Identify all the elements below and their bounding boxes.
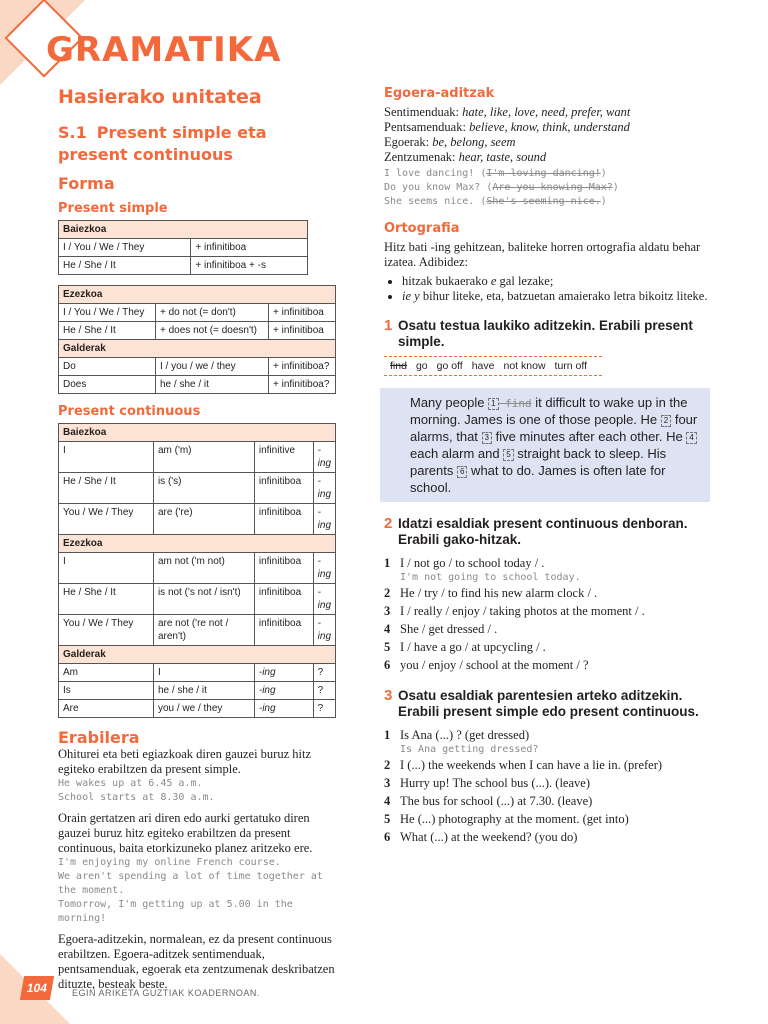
table-cell: -ing [313,504,335,535]
egoera-verbs: hate, like, love, need, prefer, want [462,105,631,119]
table-cell: infinitiboa [254,584,313,615]
list-item: • hitzak bukaerako e gal lezake; [402,274,712,289]
table-cell: Are [59,700,154,718]
answer-example: I'm not going to school today. [400,572,581,583]
example-sentence: Tomorrow, I'm getting up at 5.00 in the morning! [58,899,293,924]
exercise-2-instruction: 2 Idatzi esaldiak present continuous denboran. Erabili gako-hitzak. [384,515,688,547]
table-cell: he / she / it [156,376,269,394]
exercise-3-instruction: 3 Osatu esaldiak parentesien arteko aditzekin. Erabili present simple edo present continuous. [384,687,699,719]
present-continuous-table [58,423,336,718]
table-row [59,376,336,394]
forma-heading: Forma [58,174,115,193]
table-cell: -ing [313,442,335,473]
section-number: S.1 [58,123,87,142]
table-cell: am not ('m not) [153,553,254,584]
example-sentence: He wakes up at 6.45 a.m. [58,778,203,789]
gap-box[interactable]: 3 [482,432,492,444]
list-item: 2 I (...) the weekends when I can have a lie in. (prefer) [384,758,663,772]
table-cell: infinitiboa [254,504,313,535]
exercise-3-list [384,726,712,846]
example-sentence: School starts at 8.30 a.m. [58,792,215,803]
table-cell: is not ('s not / isn't) [153,584,254,615]
list-item: 6 you / enjoy / school at the moment / ? [384,658,589,672]
table-cell: + do not (= don't) [156,304,269,322]
erabilera-heading: Erabilera [58,728,140,747]
egoera-list [384,105,712,165]
table-cell: + infinitiboa? [269,376,336,394]
egoera-verbs: be, belong, seem [432,135,516,149]
page-number: 104 [20,976,54,1000]
table-cell: -ing [313,615,335,646]
table-cell: Am [59,664,154,682]
right-column [384,86,712,846]
egoera-label: Pentsamenduak: [384,120,466,134]
present-continuous-heading: Present continuous [58,404,201,419]
ortografia-paragraph: Hitz bati -ing gehitzean, baliteke horren ortografia aldatu behar izatea. Adibidez: [384,240,701,269]
erabilera-paragraph: Orain gertatzen ari diren edo aurki gertatuko diren gauzei buruz hitz egiteko erabiltzen da present continuous, baita etorkizuneko planez aritzeko ere. [58,811,313,855]
list-item: 3 I / really / enjoy / taking photos at the moment / . [384,604,645,618]
table-head: Ezezkoa [59,535,336,553]
table-cell: ? [313,664,335,682]
egoera-label: Sentimenduak: [384,105,459,119]
egoera-line [384,150,712,165]
table-row [59,700,336,718]
table-cell: -ing [254,700,313,718]
section-heading [58,122,336,166]
exercise-number: 1 [384,317,393,334]
table-cell: is ('s) [153,473,254,504]
table-row [59,682,336,700]
egoera-line [384,105,712,120]
list-item: 3 Hurry up! The school bus (...). (leave) [384,776,590,790]
present-simple-heading: Present simple [58,201,168,216]
list-item: • ie y bihur liteke, eta, batzuetan amaierako letra bikoitz liteke. [402,289,712,304]
example-sentence: I love dancing! (I'm loving dancing!) [384,168,607,179]
exercise-1-instruction: 1 Osatu testua laukiko aditzekin. Erabili present simple. [384,317,693,349]
table-cell: + infinitiboa [191,239,308,257]
table-cell: I / You / We / They [59,304,156,322]
egoera-verbs: believe, know, think, understand [469,120,630,134]
table-row [59,553,336,584]
table-head: Galderak [59,646,336,664]
present-simple-negative-question-table [58,285,336,394]
table-cell: infinitiboa [254,473,313,504]
word-item: turn off [554,360,588,372]
table-row [59,473,336,504]
answer-example: Is Ana getting dressed? [400,744,539,755]
gap-box[interactable]: 6 [457,466,467,478]
table-cell: are ('re) [153,504,254,535]
table-cell: ? [313,682,335,700]
table-cell: Do [59,358,156,376]
ortografia-list [384,274,712,304]
example-sentence: Do you know Max? (Are you knowing Max?) [384,182,619,193]
example-sentence: She seems nice. (She's seeming nice.) [384,196,607,207]
list-item: 5 He (...) photography at the moment. (get into) [384,812,629,826]
table-cell: + infinitiboa [269,304,336,322]
table-cell: am ('m) [153,442,254,473]
word-item: go [415,360,428,372]
table-cell: ? [313,700,335,718]
egoera-line [384,120,712,135]
list-item: 6 What (...) at the weekend? (you do) [384,830,578,844]
egoera-verbs: hear, taste, sound [458,150,547,164]
table-cell: -ing [254,664,313,682]
table-cell: infinitiboa [254,553,313,584]
list-item: 1 Is Ana (...) ? (get dressed) Is Ana getting dressed? [384,726,712,756]
word-item: have [471,360,495,372]
table-cell: I / You / We / They [59,239,191,257]
egoera-label: Zentzumenak: [384,150,456,164]
list-item: 2 He / try / to find his new alarm clock / . [384,586,598,600]
table-cell: infinitive [254,442,313,473]
section-title: Present simple eta present continuous [58,123,267,164]
table-head: Baiezkoa [59,424,336,442]
table-cell: + infinitiboa + -s [191,257,308,275]
exercise-1-text: Many people 1 find it difficult to wake up in the morning. James is one of those people. He 2 four alarms, that 3 five minutes after each other. He 4 each alarm and 5 straight back to sleep. His parents 6 what to do. James is often late for school. [380,388,710,502]
page-header-title: GRAMATIKA [46,30,282,70]
table-cell: you / we / they [153,700,254,718]
answer-example: find [498,397,532,410]
list-item: 1 I / not go / to school today / . I'm not going to school today. [384,554,712,584]
list-item: 5 I / have a go / at upcycling / . [384,640,546,654]
word-item: find [390,360,407,372]
table-cell: -ing [313,584,335,615]
gap-box[interactable]: 4 [686,432,696,444]
list-item: 4 The bus for school (...) at 7.30. (leave) [384,794,593,808]
table-cell: I [59,553,154,584]
table-cell: I [153,664,254,682]
table-head: Baiezkoa [59,221,308,239]
table-cell: You / We / They [59,504,154,535]
table-cell: I / you / we / they [156,358,269,376]
exercise-number: 2 [384,515,393,532]
left-column [58,86,336,992]
table-cell: You / We / They [59,615,154,646]
egoera-line [384,135,712,150]
table-cell: He / She / It [59,473,154,504]
table-cell: + infinitiboa? [269,358,336,376]
word-item: not know [503,360,546,372]
example-sentence: We aren't spending a lot of time together at the moment. [58,871,323,896]
footer-text: EGIN ARIKETA GUZTIAK KOADERNOAN. [72,988,260,998]
list-item: 4 She / get dressed / . [384,622,498,636]
present-simple-affirmative-table [58,220,308,275]
table-row [59,442,336,473]
gap-box[interactable]: 1 [488,398,498,410]
table-cell: -ing [313,553,335,584]
table-row [59,584,336,615]
exercise-number: 3 [384,687,393,704]
table-row [59,257,308,275]
example-sentence: I'm enjoying my online French course. [58,857,281,868]
egoera-heading: Egoera-aditzak [384,86,495,101]
table-head: Ezezkoa [59,286,336,304]
table-row [59,304,336,322]
table-cell: He / She / It [59,584,154,615]
table-cell: + does not (= doesn't) [156,322,269,340]
unit-title: Hasierako unitatea [58,86,262,108]
table-head: Galderak [59,340,336,358]
table-cell: Is [59,682,154,700]
gap-box[interactable]: 5 [503,449,513,461]
table-row [59,664,336,682]
table-cell: He / She / It [59,257,191,275]
table-cell: he / she / it [153,682,254,700]
table-cell: infinitiboa [254,615,313,646]
ortografia-heading: Ortografia [384,221,460,236]
table-row [59,322,336,340]
gap-box[interactable]: 2 [661,415,671,427]
erabilera-paragraph: Ohiturei eta beti egiazkoak diren gauzei buruz hitz egiteko erabiltzen da present simple. [58,747,312,776]
table-cell: -ing [313,473,335,504]
table-cell: He / She / It [59,322,156,340]
table-cell: + infinitiboa [269,322,336,340]
table-cell: are not ('re not / aren't) [153,615,254,646]
egoera-label: Egoerak: [384,135,430,149]
exercise-2-list [384,554,712,674]
erabilera-paragraph: Egoera-aditzekin, normalean, ez da present continuous erabiltzen. Egoera-aditzek sentimenduak, pentsamenduak, egoerak eta zentzumenak deskribatzen dituzte, besteak beste. [58,932,335,991]
table-cell: -ing [254,682,313,700]
table-row [59,615,336,646]
table-row [59,504,336,535]
table-row [59,239,308,257]
table-row [59,358,336,376]
word-item: go off [436,360,463,372]
word-box [384,356,602,376]
table-cell: I [59,442,154,473]
table-cell: Does [59,376,156,394]
